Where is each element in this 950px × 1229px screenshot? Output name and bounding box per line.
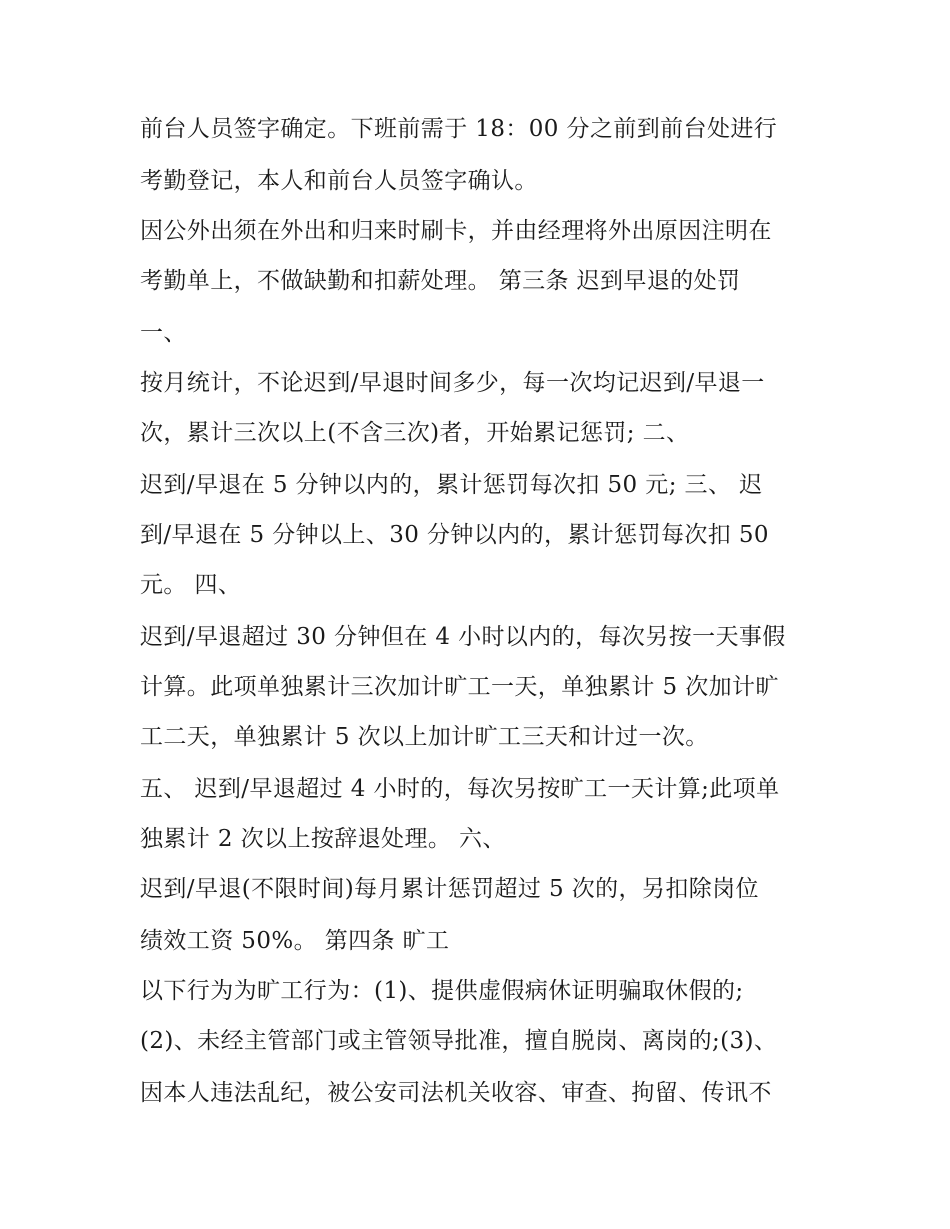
text-line: 因本人违法乱纪，被公安司法机关收容、审查、拘留、传讯不 [140, 1080, 772, 1106]
text-line: (2)、未经主管部门或主管领导批准，擅自脱岗、离岗的;(3)、 [140, 1028, 778, 1054]
text-line: 工二天，单独累计 5 次以上加计旷工三天和计过一次。 [140, 724, 709, 750]
text-line: 一、 [140, 320, 187, 346]
text-line: 绩效工资 50%。 第四条 旷工 [140, 928, 450, 954]
text-line: 计算。此项单独累计三次加计旷工一天，单独累计 5 次加计旷 [140, 674, 779, 700]
text-line: 迟到/早退(不限时间)每月累计惩罚超过 5 次的，另扣除岗位 [140, 876, 759, 902]
text-line: 考勤单上，不做缺勤和扣薪处理。 第三条 迟到早退的处罚 [140, 268, 741, 294]
text-line: 迟到/早退超过 30 分钟但在 4 小时以内的，每次另按一天事假 [140, 624, 786, 650]
text-line: 独累计 2 次以上按辞退处理。 六、 [140, 826, 506, 852]
text-line: 因公外出须在外出和归来时刷卡，并由经理将外出原因注明在 [140, 218, 772, 244]
text-line: 前台人员签字确定。下班前需于 18：00 分之前到前台处进行 [140, 116, 778, 142]
text-line: 按月统计，不论迟到/早退时间多少，每一次均记迟到/早退一 [140, 370, 765, 396]
text-line: 以下行为为旷工行为：(1)、提供虚假病休证明骗取休假的; [140, 978, 744, 1004]
text-line: 迟到/早退在 5 分钟以内的，累计惩罚每次扣 50 元; 三、 迟 [140, 472, 763, 498]
text-line: 五、 迟到/早退超过 4 小时的，每次另按旷工一天计算;此项单 [140, 776, 780, 802]
text-line: 元。 四、 [140, 572, 242, 598]
text-line: 到/早退在 5 分钟以上、30 分钟以内的，累计惩罚每次扣 50 [140, 522, 769, 548]
text-line: 考勤登记，本人和前台人员签字确认。 [140, 168, 538, 194]
text-line: 次，累计三次以上(不含三次)者，开始累记惩罚; 二、 [140, 420, 690, 446]
